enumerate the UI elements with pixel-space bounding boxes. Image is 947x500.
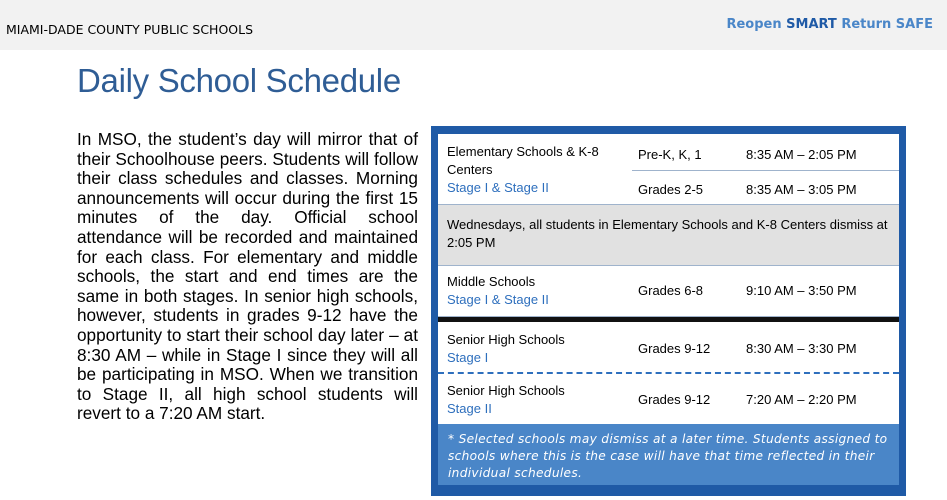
middle-row xyxy=(438,266,899,317)
org-name: MIAMI-DADE COUNTY PUBLIC SCHOOLS xyxy=(6,22,254,37)
senior-stage1-time: 8:30 AM – 3:30 PM xyxy=(746,341,857,356)
middle-label xyxy=(447,273,549,309)
middle-name: Middle Schools xyxy=(447,274,536,289)
elementary-row xyxy=(438,134,899,205)
elementary-time-1: 8:35 AM – 2:05 PM xyxy=(746,147,857,162)
header-bar xyxy=(0,0,947,50)
elementary-label xyxy=(447,143,617,197)
elementary-time-2: 8:35 AM – 3:05 PM xyxy=(746,182,857,197)
senior-stage1-grades: Grades 9-12 xyxy=(638,341,711,356)
elementary-grades-2: Grades 2-5 xyxy=(638,182,704,197)
body-paragraph: In MSO, the student’s day will mirror that of their Schoolhouse peers. Students will follow their class schedules and classes. Morning announcements will occur during the first 15 minutes of the day. Official school attendance will be recorded and maintained for each class. For elementary and middle schools, the start and end times are the same in both stages. In senior high schools, however, students in grades 9-12 have the opportunity to start their school day later – at 8:30 AM – while in Stage I since they will all be participating in MSO. When we transition to Stage II, all high school students will revert to a 7:20 AM start. xyxy=(77,129,418,424)
senior-stage2-grades: Grades 9-12 xyxy=(638,392,711,407)
middle-time: 9:10 AM – 3:50 PM xyxy=(746,283,857,298)
tagline-reopen: Reopen xyxy=(726,17,787,32)
senior-stage2-label xyxy=(447,382,565,418)
tagline-smart: SMART xyxy=(786,17,837,32)
footnote: * Selected schools may dismiss at a later time. Students assigned to schools where this is the case will have that time reflected in their individual schedules. xyxy=(438,424,899,485)
senior-stage1-stage: Stage I xyxy=(447,350,489,365)
middle-grades: Grades 6-8 xyxy=(638,283,704,298)
elementary-name: Elementary Schools & K-8 Centers xyxy=(447,144,599,177)
wednesday-row xyxy=(438,205,899,266)
senior-stage1-name: Senior High Schools xyxy=(447,332,565,347)
tagline-return-safe: Return SAFE xyxy=(836,17,933,32)
schedule-table xyxy=(438,134,899,424)
tagline xyxy=(726,17,933,32)
senior-stage1-label xyxy=(447,331,565,367)
page-title: Daily School Schedule xyxy=(77,62,401,99)
elementary-grades-1: Pre-K, K, 1 xyxy=(638,147,702,162)
middle-stage: Stage I & Stage II xyxy=(447,292,549,307)
senior-stage1-row xyxy=(438,322,899,374)
elementary-stage: Stage I & Stage II xyxy=(447,180,549,195)
senior-stage2-name: Senior High Schools xyxy=(447,383,565,398)
senior-stage2-row xyxy=(438,374,899,424)
wednesday-note: Wednesdays, all students in Elementary Schools and K-8 Centers dismiss at 2:05 PM xyxy=(447,217,888,250)
elementary-divider xyxy=(632,170,899,171)
senior-stage2-stage: Stage II xyxy=(447,401,492,416)
schedule-panel xyxy=(431,126,906,496)
senior-stage2-time: 7:20 AM – 2:20 PM xyxy=(746,392,857,407)
